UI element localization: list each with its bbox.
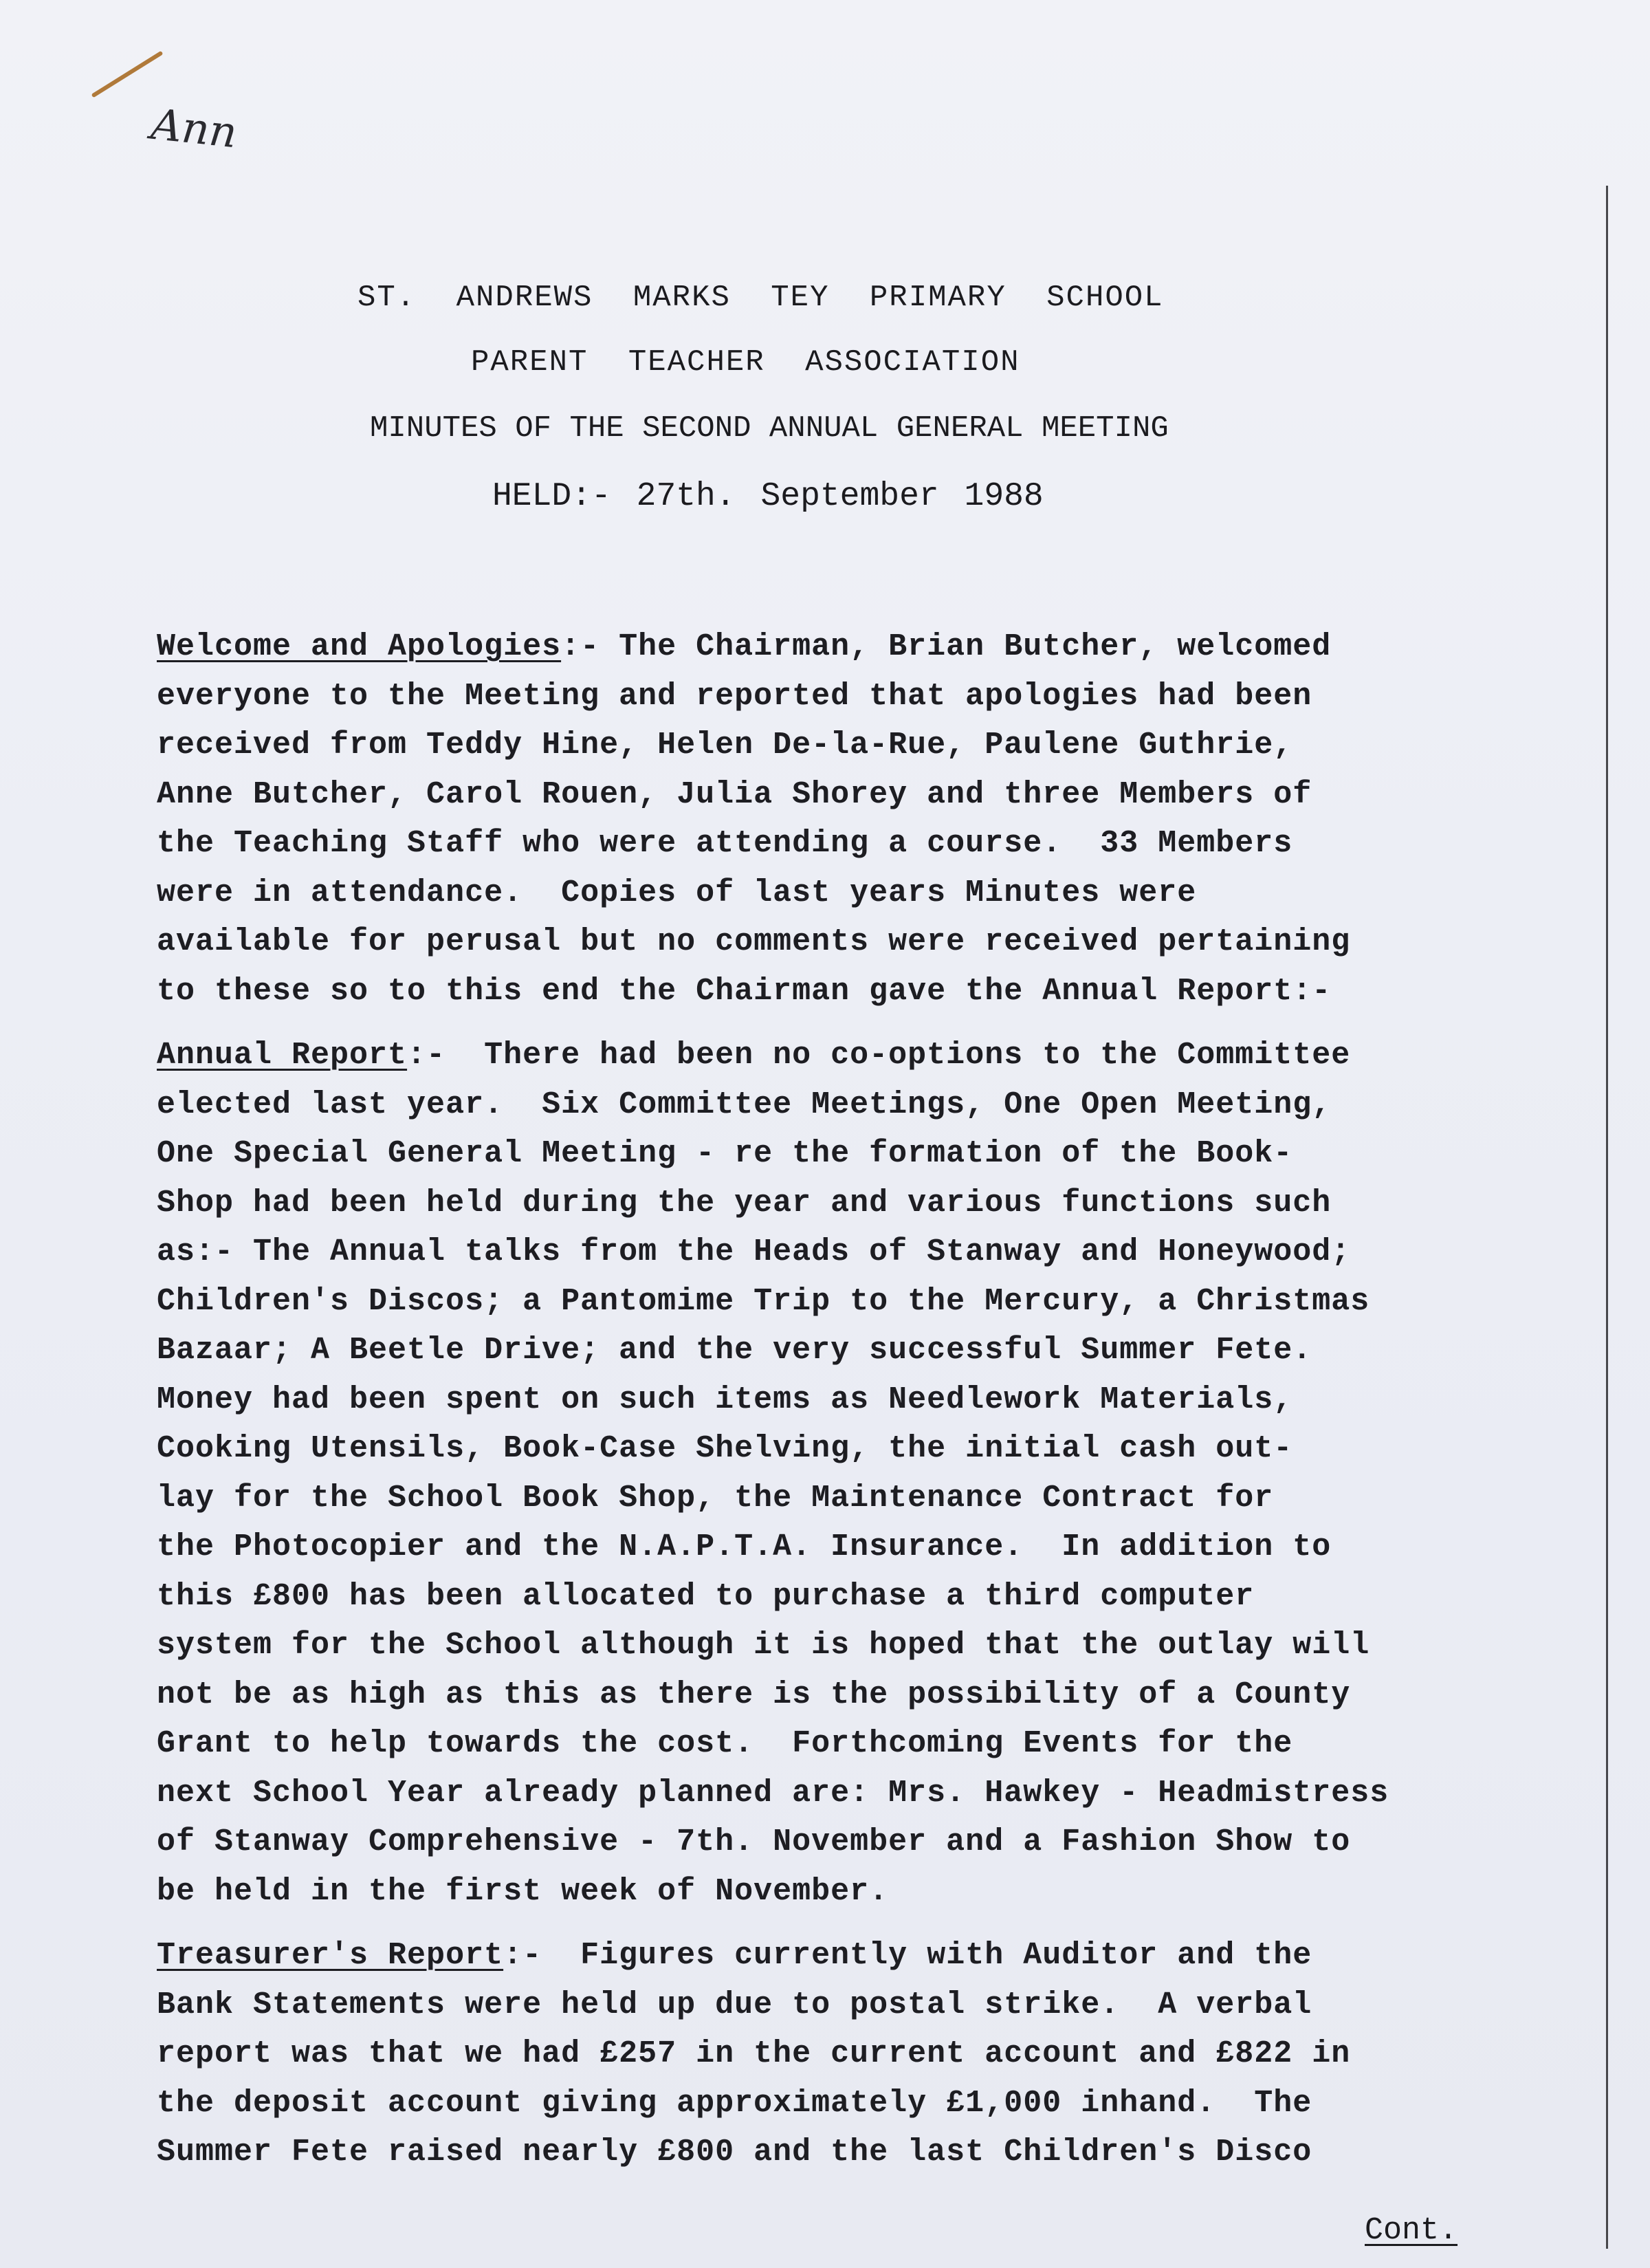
document-title: MINUTES OF THE SECOND ANNUAL GENERAL MEETING (370, 411, 1169, 446)
annual-report-title: Annual Report (157, 1038, 408, 1073)
meeting-date: HELD:- 27th. September 1988 (492, 478, 1044, 515)
treasurer-line: :- Figures currently with Auditor and the (503, 1938, 1312, 1973)
treasurer-line: Summer Fete raised nearly £800 and the last Children's Disco (157, 2135, 1312, 2170)
school-name: ST. ANDREWS MARKS TEY PRIMARY SCHOOL (358, 281, 1164, 315)
welcome-line: everyone to the Meeting and reported that apologies had been (157, 678, 1312, 714)
annual-report-line: of Stanway Comprehensive - 7th. November and a Fashion Show to (157, 1824, 1351, 1860)
annual-report-section (157, 1031, 1587, 1916)
welcome-section (157, 622, 1587, 1016)
annual-report-line: lay for the School Book Shop, the Maintenance Contract for (157, 1480, 1274, 1516)
welcome-line: :- The Chairman, Brian Butcher, welcomed (561, 629, 1332, 664)
treasurer-line: report was that we had £257 in the current account and £822 in (157, 2036, 1351, 2071)
annual-report-line: as:- The Annual talks from the Heads of Stanway and Honeywood; (157, 1234, 1351, 1269)
handwritten-note: Ann (148, 98, 240, 158)
annual-report-line: Bazaar; A Beetle Drive; and the very successful Summer Fete. (157, 1333, 1312, 1368)
annual-report-line: One Special General Meeting - re the formation of the Book- (157, 1136, 1293, 1171)
page-margin-rule (1606, 186, 1608, 2249)
minutes-body (157, 622, 1587, 2192)
association-name: PARENT TEACHER ASSOCIATION (471, 345, 1020, 380)
annual-report-line: :- There had been no co-options to the Committee (407, 1038, 1351, 1073)
welcome-line: to these so to this end the Chairman gave the Annual Report:- (157, 973, 1332, 1009)
continuation-label: Cont. (1365, 2213, 1458, 2248)
annual-report-line: the Photocopier and the N.A.P.T.A. Insurance. In addition to (157, 1529, 1332, 1564)
annual-report-line: Grant to help towards the cost. Forthcoming Events for the (157, 1726, 1293, 1761)
welcome-line: available for perusal but no comments were received pertaining (157, 924, 1351, 959)
annual-report-line: Shop had been held during the year and various functions such (157, 1185, 1332, 1221)
annual-report-line: Children's Discos; a Pantomime Trip to the Mercury, a Christmas (157, 1283, 1370, 1319)
annual-report-line: Cooking Utensils, Book-Case Shelving, the initial cash out- (157, 1431, 1293, 1466)
welcome-line: received from Teddy Hine, Helen De-la-Rue, Paulene Guthrie, (157, 728, 1293, 763)
annual-report-line: system for the School although it is hoped that the outlay will (157, 1628, 1370, 1663)
annual-report-line: elected last year. Six Committee Meetings, One Open Meeting, (157, 1087, 1332, 1122)
treasurer-title: Treasurer's Report (157, 1938, 504, 1973)
annual-report-line: this £800 has been allocated to purchase a third computer (157, 1578, 1255, 1614)
treasurer-line: Bank Statements were held up due to postal strike. A verbal (157, 1987, 1312, 2022)
annual-report-line: be held in the first week of November. (157, 1873, 889, 1909)
annual-report-line: next School Year already planned are: Mrs. Hawkey - Headmistress (157, 1775, 1389, 1811)
welcome-line: the Teaching Staff who were attending a course. 33 Members (157, 826, 1293, 861)
treasurer-section (157, 1931, 1587, 2177)
annual-report-line: not be as high as this as there is the possibility of a County (157, 1677, 1351, 1712)
welcome-line: Anne Butcher, Carol Rouen, Julia Shorey and three Members of (157, 776, 1312, 812)
treasurer-line: the deposit account giving approximately £1,000 inhand. The (157, 2085, 1312, 2121)
annual-report-line: Money had been spent on such items as Needlework Materials, (157, 1382, 1293, 1417)
welcome-title: Welcome and Apologies (157, 629, 562, 664)
welcome-line: were in attendance. Copies of last years Minutes were (157, 875, 1197, 911)
